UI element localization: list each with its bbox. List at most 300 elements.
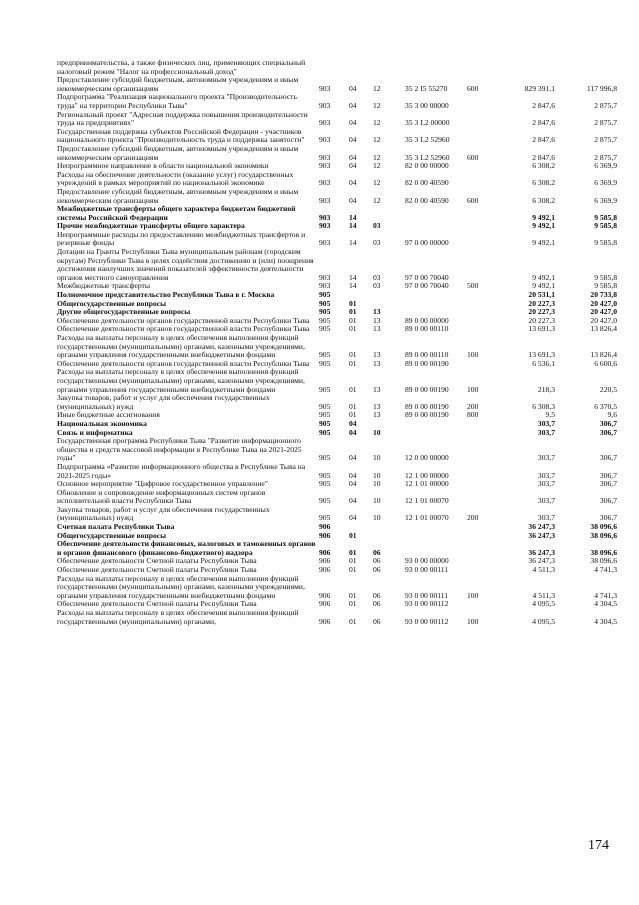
target-article-cell xyxy=(405,532,467,541)
row-name-cell: Прочие межбюджетные трансферты общего характера xyxy=(57,221,245,231)
amount-year1-cell: 20 227,3 xyxy=(528,307,555,317)
row-name-cell: Непрограммное направление в области национальной экономики xyxy=(57,161,269,171)
expense-type-cell: 100 xyxy=(467,590,479,600)
amount-year2-cell: 20 427,0 xyxy=(590,315,617,325)
target-article-cell: 12 1 01 00000 xyxy=(405,479,449,489)
amount-year2-cell: 2 875,7 xyxy=(594,135,617,145)
amount-year2-cell: 6 369,9 xyxy=(594,195,617,205)
subsection-cell: 13 xyxy=(373,410,381,420)
row-name-cell: Государственная программа Республики Тыва "Развитие информационного общества и средств массовой информации в Республике Тыва на 2021-2025 годы" xyxy=(57,436,302,463)
target-article-cell: 93 0 00 00111 xyxy=(405,590,449,600)
admin-code-cell: 905 xyxy=(319,496,331,506)
admin-code-cell: 905 xyxy=(319,418,331,428)
admin-code-cell: 905 xyxy=(319,315,331,325)
amount-year2-cell: 117 996,8 xyxy=(586,83,617,93)
row-name-cell: Другие общегосударственные вопросы xyxy=(57,307,191,317)
subsection-cell: 13 xyxy=(373,307,381,317)
section-cell: 01 xyxy=(349,530,357,540)
subsection-cell: 10 xyxy=(373,513,381,523)
subsection-cell: 13 xyxy=(373,384,381,394)
subsection-cell: 12 xyxy=(373,161,381,171)
expense-type-cell: 200 xyxy=(467,513,479,523)
amount-year2-cell: 4 304,5 xyxy=(594,599,617,609)
table-row xyxy=(57,575,617,601)
amount-year2-cell: 2 875,7 xyxy=(594,152,617,162)
amount-year1-cell: 303,7 xyxy=(537,479,555,489)
admin-code-cell: 903 xyxy=(319,195,331,205)
amount-year2-cell: 20 733,8 xyxy=(590,290,617,300)
row-name-cell: Расходы на выплаты персоналу в целях обеспечения выполнения функций государственными (муниципальными) органами, казенными учреждениями, органами управления государственными внебюджетными фондами xyxy=(57,367,305,394)
table-row xyxy=(57,540,617,557)
admin-code-cell: 905 xyxy=(319,427,331,437)
budget-table xyxy=(57,59,617,626)
amount-year1-cell: 36 247,3 xyxy=(528,547,555,557)
subsection-cell: 12 xyxy=(373,195,381,205)
target-article-cell: 35 3 L2 52960 xyxy=(405,152,450,162)
subsection-cell xyxy=(373,205,405,222)
subsection-cell: 06 xyxy=(373,565,381,575)
target-article-cell: 89 0 00 00190 xyxy=(405,384,449,394)
subsection-cell: 12 xyxy=(373,100,381,110)
row-name-cell: Предоставление субсидий бюджетным, автономным учреждениям и иным некоммерческим организациям xyxy=(57,143,299,162)
target-article-cell: 82 0 00 40590 xyxy=(405,195,449,205)
section-cell: 01 xyxy=(349,547,357,557)
row-name-cell: Национальная экономика xyxy=(57,418,147,428)
amount-year2-cell: 306,7 xyxy=(599,427,617,437)
expense-type-cell: 500 xyxy=(467,281,479,291)
amount-year1-cell: 6 308,3 xyxy=(532,401,555,411)
table-row xyxy=(57,145,617,162)
expense-type-cell xyxy=(467,59,502,76)
row-name-cell: Расходы на выплаты персоналу в целях обеспечения выполнения функций государственными (муниципальными) органами, казенными учреждениями, органами управления государственными внебюджетными фондами xyxy=(57,573,305,600)
target-article-cell: 82 0 00 00000 xyxy=(405,161,449,171)
subsection-cell: 13 xyxy=(373,350,381,360)
target-article-cell: 89 0 00 00110 xyxy=(405,324,449,334)
table-row xyxy=(57,205,617,222)
subsection-cell: 12 xyxy=(373,83,381,93)
row-name-cell: Расходы на выплаты персоналу в целях обеспечения выполнения функций государственными (муниципальными) органами, xyxy=(57,608,299,626)
amount-year2-cell: 9 585,8 xyxy=(594,221,617,231)
table-row xyxy=(57,609,617,626)
row-name-cell: Предоставление субсидий бюджетным, автономным учреждениям и иным некоммерческим организациям xyxy=(57,75,299,93)
table-row xyxy=(57,394,617,411)
admin-code-cell: 905 xyxy=(319,307,331,317)
admin-code-cell: 903 xyxy=(319,281,331,291)
expense-type-cell: 100 xyxy=(467,616,479,626)
amount-year1-cell: 36 247,3 xyxy=(528,522,555,532)
section-cell: 04 xyxy=(349,161,357,171)
amount-year1-cell: 9,5 xyxy=(545,410,555,420)
target-article-cell xyxy=(405,205,467,222)
row-name-cell: Расходы на обеспечение деятельности (оказание услуг) государственных учреждений в рамках мероприятий по национальной экономике xyxy=(57,169,294,188)
target-article-cell: 97 0 00 70040 xyxy=(405,272,449,282)
subsection-cell: 13 xyxy=(373,401,381,411)
admin-code-cell: 903 xyxy=(319,178,331,188)
section-cell: 04 xyxy=(349,118,357,128)
target-article-cell: 35 3 00 00000 xyxy=(405,100,449,110)
budget-table-body xyxy=(57,59,617,626)
section-cell: 14 xyxy=(349,272,357,282)
section-cell: 04 xyxy=(349,178,357,188)
expense-type-cell: 800 xyxy=(467,410,479,420)
row-name-cell: Счетная палата Республики Тыва xyxy=(57,522,175,532)
subsection-cell: 06 xyxy=(373,590,381,600)
amount-year1-cell: 20 227,3 xyxy=(528,298,555,308)
expense-type-cell xyxy=(467,325,502,334)
amount-year1-cell: 303,7 xyxy=(537,470,555,480)
target-article-cell: 35 3 L2 52960 xyxy=(405,135,450,145)
row-name-cell: Подпрограмма "Реализация национального проекта "Производительность труда" на территории Республики Тыва" xyxy=(57,92,297,110)
subsection-cell xyxy=(373,532,405,541)
subsection-cell: 06 xyxy=(373,599,381,609)
row-name-cell: Основное мероприятие "Цифровое государственное управление" xyxy=(57,479,268,489)
admin-code-cell: 906 xyxy=(319,547,331,557)
row-name-cell: Обеспечение деятельности Счетной палаты Республики Тыва xyxy=(57,556,257,566)
section-cell: 04 xyxy=(349,418,357,428)
row-name-cell: Обновление и сопровождение информационных систем органов исполнительной власти Республики Тыва xyxy=(57,487,266,506)
amount-year2-cell: 13 826,4 xyxy=(590,350,617,360)
section-cell: 04 xyxy=(349,513,357,523)
section-cell: 04 xyxy=(349,453,357,463)
expense-type-cell xyxy=(467,291,502,300)
amount-year1-cell: 9 492,1 xyxy=(532,212,555,222)
amount-year1-cell: 2 847,6 xyxy=(532,118,555,128)
row-name-cell: Непрограммные расходы по предоставлению межбюджетных трансфертов и резервные фонды xyxy=(57,229,306,248)
target-article-cell xyxy=(405,300,467,309)
row-name-cell: Межбюджетные трансферты xyxy=(57,281,150,291)
admin-code-cell: 903 xyxy=(319,238,331,248)
subsection-cell: 03 xyxy=(373,272,381,282)
subsection-cell: 06 xyxy=(373,616,381,626)
target-article-cell xyxy=(405,420,467,429)
admin-code-cell: 905 xyxy=(319,513,331,523)
row-name-cell: Предоставление субсидий бюджетным, автономным учреждениям и иным некоммерческим организациям xyxy=(57,186,299,205)
section-cell: 04 xyxy=(349,470,357,480)
section-cell: 04 xyxy=(349,83,357,93)
amount-year2-cell: 13 826,4 xyxy=(590,324,617,334)
expense-type-cell xyxy=(467,93,502,110)
amount-year2-cell xyxy=(555,59,617,76)
subsection-cell: 10 xyxy=(373,427,381,437)
admin-code-cell: 903 xyxy=(319,221,331,231)
amount-year1-cell: 20 227,3 xyxy=(528,315,555,325)
section-cell: 14 xyxy=(349,212,357,222)
row-name-cell: Региональный проект "Адресная поддержка повышения производительности труда на предприятиях" xyxy=(57,109,308,128)
section-cell: 04 xyxy=(349,195,357,205)
target-article-cell xyxy=(405,291,467,300)
amount-year1-cell: 20 531,1 xyxy=(528,290,555,300)
amount-year1-cell: 4 095,5 xyxy=(532,599,555,609)
section-cell: 04 xyxy=(349,479,357,489)
subsection-cell xyxy=(373,291,405,300)
expense-type-cell xyxy=(467,248,502,282)
amount-year1-cell: 13 691,3 xyxy=(528,324,555,334)
admin-code-cell: 903 xyxy=(319,118,331,128)
amount-year1-cell: 9 492,1 xyxy=(532,238,555,248)
table-row xyxy=(57,420,617,429)
target-article-cell: 93 0 00 00112 xyxy=(405,616,449,626)
target-article-cell: 35 3 L2 00000 xyxy=(405,118,450,128)
amount-year2-cell: 38 096,6 xyxy=(590,547,617,557)
amount-year1-cell: 2 847,6 xyxy=(532,152,555,162)
admin-code-cell: 903 xyxy=(319,100,331,110)
amount-year2-cell: 306,7 xyxy=(599,496,617,506)
admin-code-cell: 903 xyxy=(319,272,331,282)
expense-type-cell: 600 xyxy=(467,152,479,162)
amount-year2-cell: 9 585,8 xyxy=(594,281,617,291)
expense-type-cell xyxy=(467,420,502,429)
expense-type-cell xyxy=(467,171,502,188)
page-number: 174 xyxy=(588,838,609,853)
expense-type-cell xyxy=(467,540,502,557)
subsection-cell: 13 xyxy=(373,315,381,325)
target-article-cell: 82 0 00 40590 xyxy=(405,178,449,188)
target-article-cell: 12 1 00 00000 xyxy=(405,470,449,480)
subsection-cell xyxy=(373,59,405,76)
target-article-cell: 12 0 00 00000 xyxy=(405,453,449,463)
amount-year2-cell: 4 304,5 xyxy=(594,616,617,626)
amount-year1-cell: 303,7 xyxy=(537,427,555,437)
amount-year2-cell: 6 369,9 xyxy=(594,161,617,171)
expense-type-cell xyxy=(467,222,502,231)
amount-year1-cell: 6 308,2 xyxy=(532,161,555,171)
table-row xyxy=(57,171,617,188)
section-cell: 01 xyxy=(349,599,357,609)
expense-type-cell xyxy=(467,532,502,541)
expense-type-cell xyxy=(467,162,502,171)
amount-year2-cell: 6 370,5 xyxy=(594,401,617,411)
admin-code-cell: 905 xyxy=(319,358,331,368)
amount-year2-cell: 306,7 xyxy=(599,470,617,480)
expense-type-cell xyxy=(467,480,502,489)
table-row xyxy=(57,188,617,205)
admin-code-cell: 905 xyxy=(319,290,331,300)
subsection-cell: 10 xyxy=(373,496,381,506)
table-row xyxy=(57,231,617,248)
expense-type-cell xyxy=(467,308,502,317)
row-name-cell: Связь и информатика xyxy=(57,427,133,437)
expense-type-cell xyxy=(467,463,502,480)
table-row xyxy=(57,76,617,93)
target-article-cell: 93 0 00 00112 xyxy=(405,599,449,609)
row-name-cell: предпринимательства, а также физических лиц, применяющих специальный налоговый режим "Налог на профессиональный доход" xyxy=(57,58,306,76)
section-cell: 01 xyxy=(349,307,357,317)
amount-year2-cell: 220,5 xyxy=(599,384,617,394)
admin-code-cell: 905 xyxy=(319,470,331,480)
amount-year1-cell: 303,7 xyxy=(537,453,555,463)
subsection-cell: 13 xyxy=(373,324,381,334)
admin-code-cell: 905 xyxy=(319,410,331,420)
table-row xyxy=(57,248,617,282)
section-cell xyxy=(349,59,373,76)
subsection-cell: 03 xyxy=(373,281,381,291)
row-name-cell: Закупка товаров, работ и услуг для обеспечения государственных (муниципальных) нужд xyxy=(57,393,270,411)
amount-year2-cell: 9 585,8 xyxy=(594,238,617,248)
admin-code-cell: 905 xyxy=(319,453,331,463)
target-article-cell xyxy=(405,523,467,532)
amount-year1-cell: 303,7 xyxy=(537,418,555,428)
section-cell: 01 xyxy=(349,401,357,411)
admin-code-cell: 906 xyxy=(319,565,331,575)
amount-year1-cell: 36 247,3 xyxy=(528,556,555,566)
subsection-cell: 03 xyxy=(373,238,381,248)
expense-type-cell xyxy=(467,205,502,222)
expense-type-cell xyxy=(467,360,502,369)
subsection-cell: 12 xyxy=(373,135,381,145)
amount-year2-cell: 306,7 xyxy=(599,418,617,428)
section-cell: 04 xyxy=(349,100,357,110)
amount-year1-cell: 9 492,1 xyxy=(532,272,555,282)
expense-type-cell xyxy=(467,128,502,145)
subsection-cell: 12 xyxy=(373,118,381,128)
section-cell: 14 xyxy=(349,281,357,291)
expense-type-cell xyxy=(467,600,502,609)
row-name-cell: Обеспечение деятельности органов государственной власти Республики Тыва xyxy=(57,324,310,334)
amount-year1-cell: 2 847,6 xyxy=(532,135,555,145)
admin-code-cell: 903 xyxy=(319,212,331,222)
table-row xyxy=(57,334,617,360)
expense-type-cell xyxy=(467,566,502,575)
amount-year1-cell: 9 492,1 xyxy=(532,221,555,231)
row-name-cell: Обеспечение деятельности органов государственной власти Республики Тыва xyxy=(57,358,310,368)
amount-year1-cell: 218,3 xyxy=(537,384,555,394)
target-article-cell: 97 0 00 00000 xyxy=(405,238,449,248)
amount-year2-cell: 306,7 xyxy=(599,479,617,489)
subsection-cell: 10 xyxy=(373,453,381,463)
section-cell: 01 xyxy=(349,350,357,360)
subsection-cell: 06 xyxy=(373,547,381,557)
admin-code-cell: 906 xyxy=(319,522,331,532)
section-cell: 01 xyxy=(349,590,357,600)
target-article-cell xyxy=(405,222,467,231)
admin-code-cell: 905 xyxy=(319,401,331,411)
amount-year1-cell: 6 536,1 xyxy=(532,358,555,368)
target-article-cell: 89 0 00 00190 xyxy=(405,401,449,411)
amount-year2-cell: 306,7 xyxy=(599,513,617,523)
amount-year2-cell: 20 427,0 xyxy=(590,298,617,308)
section-cell: 01 xyxy=(349,556,357,566)
expense-type-cell: 600 xyxy=(467,195,479,205)
section-cell: 01 xyxy=(349,410,357,420)
table-row xyxy=(57,368,617,394)
subsection-cell: 10 xyxy=(373,479,381,489)
amount-year1-cell: 303,7 xyxy=(537,513,555,523)
table-row xyxy=(57,93,617,110)
section-cell: 01 xyxy=(349,324,357,334)
expense-type-cell: 100 xyxy=(467,384,479,394)
expense-type-cell xyxy=(467,429,502,438)
target-article-cell: 97 0 00 70040 xyxy=(405,281,449,291)
section-cell: 04 xyxy=(349,427,357,437)
amount-year2-cell: 9 585,8 xyxy=(594,212,617,222)
amount-year2-cell: 6 369,9 xyxy=(594,178,617,188)
amount-year1-cell: 13 691,3 xyxy=(528,350,555,360)
target-article-cell: 93 0 00 00111 xyxy=(405,565,449,575)
section-cell: 04 xyxy=(349,135,357,145)
subsection-cell: 13 xyxy=(373,358,381,368)
row-name-cell: Дотации на Гранты Республики Тыва муниципальным районам (городским округам) Республики Тыва в целях содействия достижению и (или) поощрения достижения наилучших значений показателей эффективности деятельности органов местного самоуправления xyxy=(57,247,314,282)
row-name-cell: Обеспечение деятельности финансовых, налоговых и таможенных органов и органов финансового (финансово-бюджетного) надзора xyxy=(57,539,316,557)
expense-type-cell xyxy=(467,523,502,532)
row-name-cell: Государственная поддержка субъектов Российской Федерации - участников национального проекта "Производительность труда и поддержка занятости" xyxy=(57,126,305,145)
amount-year2-cell: 306,7 xyxy=(599,453,617,463)
expense-type-cell xyxy=(467,437,502,463)
admin-code-cell: 905 xyxy=(319,479,331,489)
expense-type-cell: 200 xyxy=(467,401,479,411)
amount-year2-cell: 2 875,7 xyxy=(594,100,617,110)
amount-year2-cell: 4 741,3 xyxy=(594,590,617,600)
expense-type-cell: 100 xyxy=(467,350,479,360)
admin-code-cell: 906 xyxy=(319,616,331,626)
section-cell: 04 xyxy=(349,496,357,506)
amount-year2-cell: 9,6 xyxy=(607,410,617,420)
admin-code-cell: 903 xyxy=(319,161,331,171)
table-row xyxy=(57,128,617,145)
subsection-cell xyxy=(373,523,405,532)
section-cell: 01 xyxy=(349,315,357,325)
target-article-cell: 89 0 00 00190 xyxy=(405,358,449,368)
section-cell: 01 xyxy=(349,384,357,394)
expense-type-cell xyxy=(467,489,502,506)
section-cell: 14 xyxy=(349,238,357,248)
amount-year2-cell: 38 096,6 xyxy=(590,522,617,532)
row-name-cell: Обеспечение деятельности Счетной палаты Республики Тыва xyxy=(57,599,257,609)
admin-code-cell xyxy=(319,59,349,76)
expense-type-cell xyxy=(467,300,502,309)
section-cell: 01 xyxy=(349,616,357,626)
table-row xyxy=(57,463,617,480)
target-article-cell: 89 0 00 00110 xyxy=(405,350,449,360)
table-row xyxy=(57,59,617,76)
amount-year2-cell: 2 875,7 xyxy=(594,118,617,128)
admin-code-cell: 906 xyxy=(319,530,331,540)
amount-year1-cell: 6 308,2 xyxy=(532,195,555,205)
subsection-cell: 12 xyxy=(373,178,381,188)
table-row xyxy=(57,437,617,463)
target-article-cell: 93 0 00 00000 xyxy=(405,556,449,566)
admin-code-cell: 905 xyxy=(319,324,331,334)
amount-year1-cell: 36 247,3 xyxy=(528,530,555,540)
amount-year1-cell xyxy=(502,59,555,76)
row-name-cell: Иные бюджетные ассигнования xyxy=(57,410,160,420)
admin-code-cell: 905 xyxy=(319,350,331,360)
admin-code-cell: 903 xyxy=(319,152,331,162)
row-name-cell: Общегосударственные вопросы xyxy=(57,298,167,308)
table-row xyxy=(57,506,617,523)
row-name-cell: Межбюджетные трансферты общего характера бюджетам бюджетной системы Российской Федерации xyxy=(57,204,296,222)
amount-year1-cell: 4 511,3 xyxy=(532,565,555,575)
table-row xyxy=(57,489,617,506)
admin-code-cell: 906 xyxy=(319,556,331,566)
amount-year2-cell: 20 427,0 xyxy=(590,307,617,317)
row-name-cell: Общегосударственные вопросы xyxy=(57,530,167,540)
amount-year1-cell: 9 492,1 xyxy=(532,281,555,291)
section-cell: 01 xyxy=(349,358,357,368)
expense-type-cell: 600 xyxy=(467,83,479,93)
target-article-cell: 12 1 01 00070 xyxy=(405,513,449,523)
subsection-cell: 12 xyxy=(373,152,381,162)
amount-year2-cell: 38 096,6 xyxy=(590,556,617,566)
amount-year1-cell: 6 308,2 xyxy=(532,178,555,188)
amount-year2-cell: 38 096,6 xyxy=(590,530,617,540)
amount-year2-cell: 4 741,3 xyxy=(594,565,617,575)
row-name-cell: Расходы на выплаты персоналу в целях обеспечения выполнения функций государственными (муниципальными) органами, казенными учреждениями, органами управления государственными внебюджетными фондами xyxy=(57,333,305,360)
target-article-cell xyxy=(405,59,467,76)
expense-type-cell xyxy=(467,557,502,566)
target-article-cell: 12 1 01 00070 xyxy=(405,496,449,506)
section-cell: 04 xyxy=(349,152,357,162)
table-row xyxy=(57,111,617,128)
